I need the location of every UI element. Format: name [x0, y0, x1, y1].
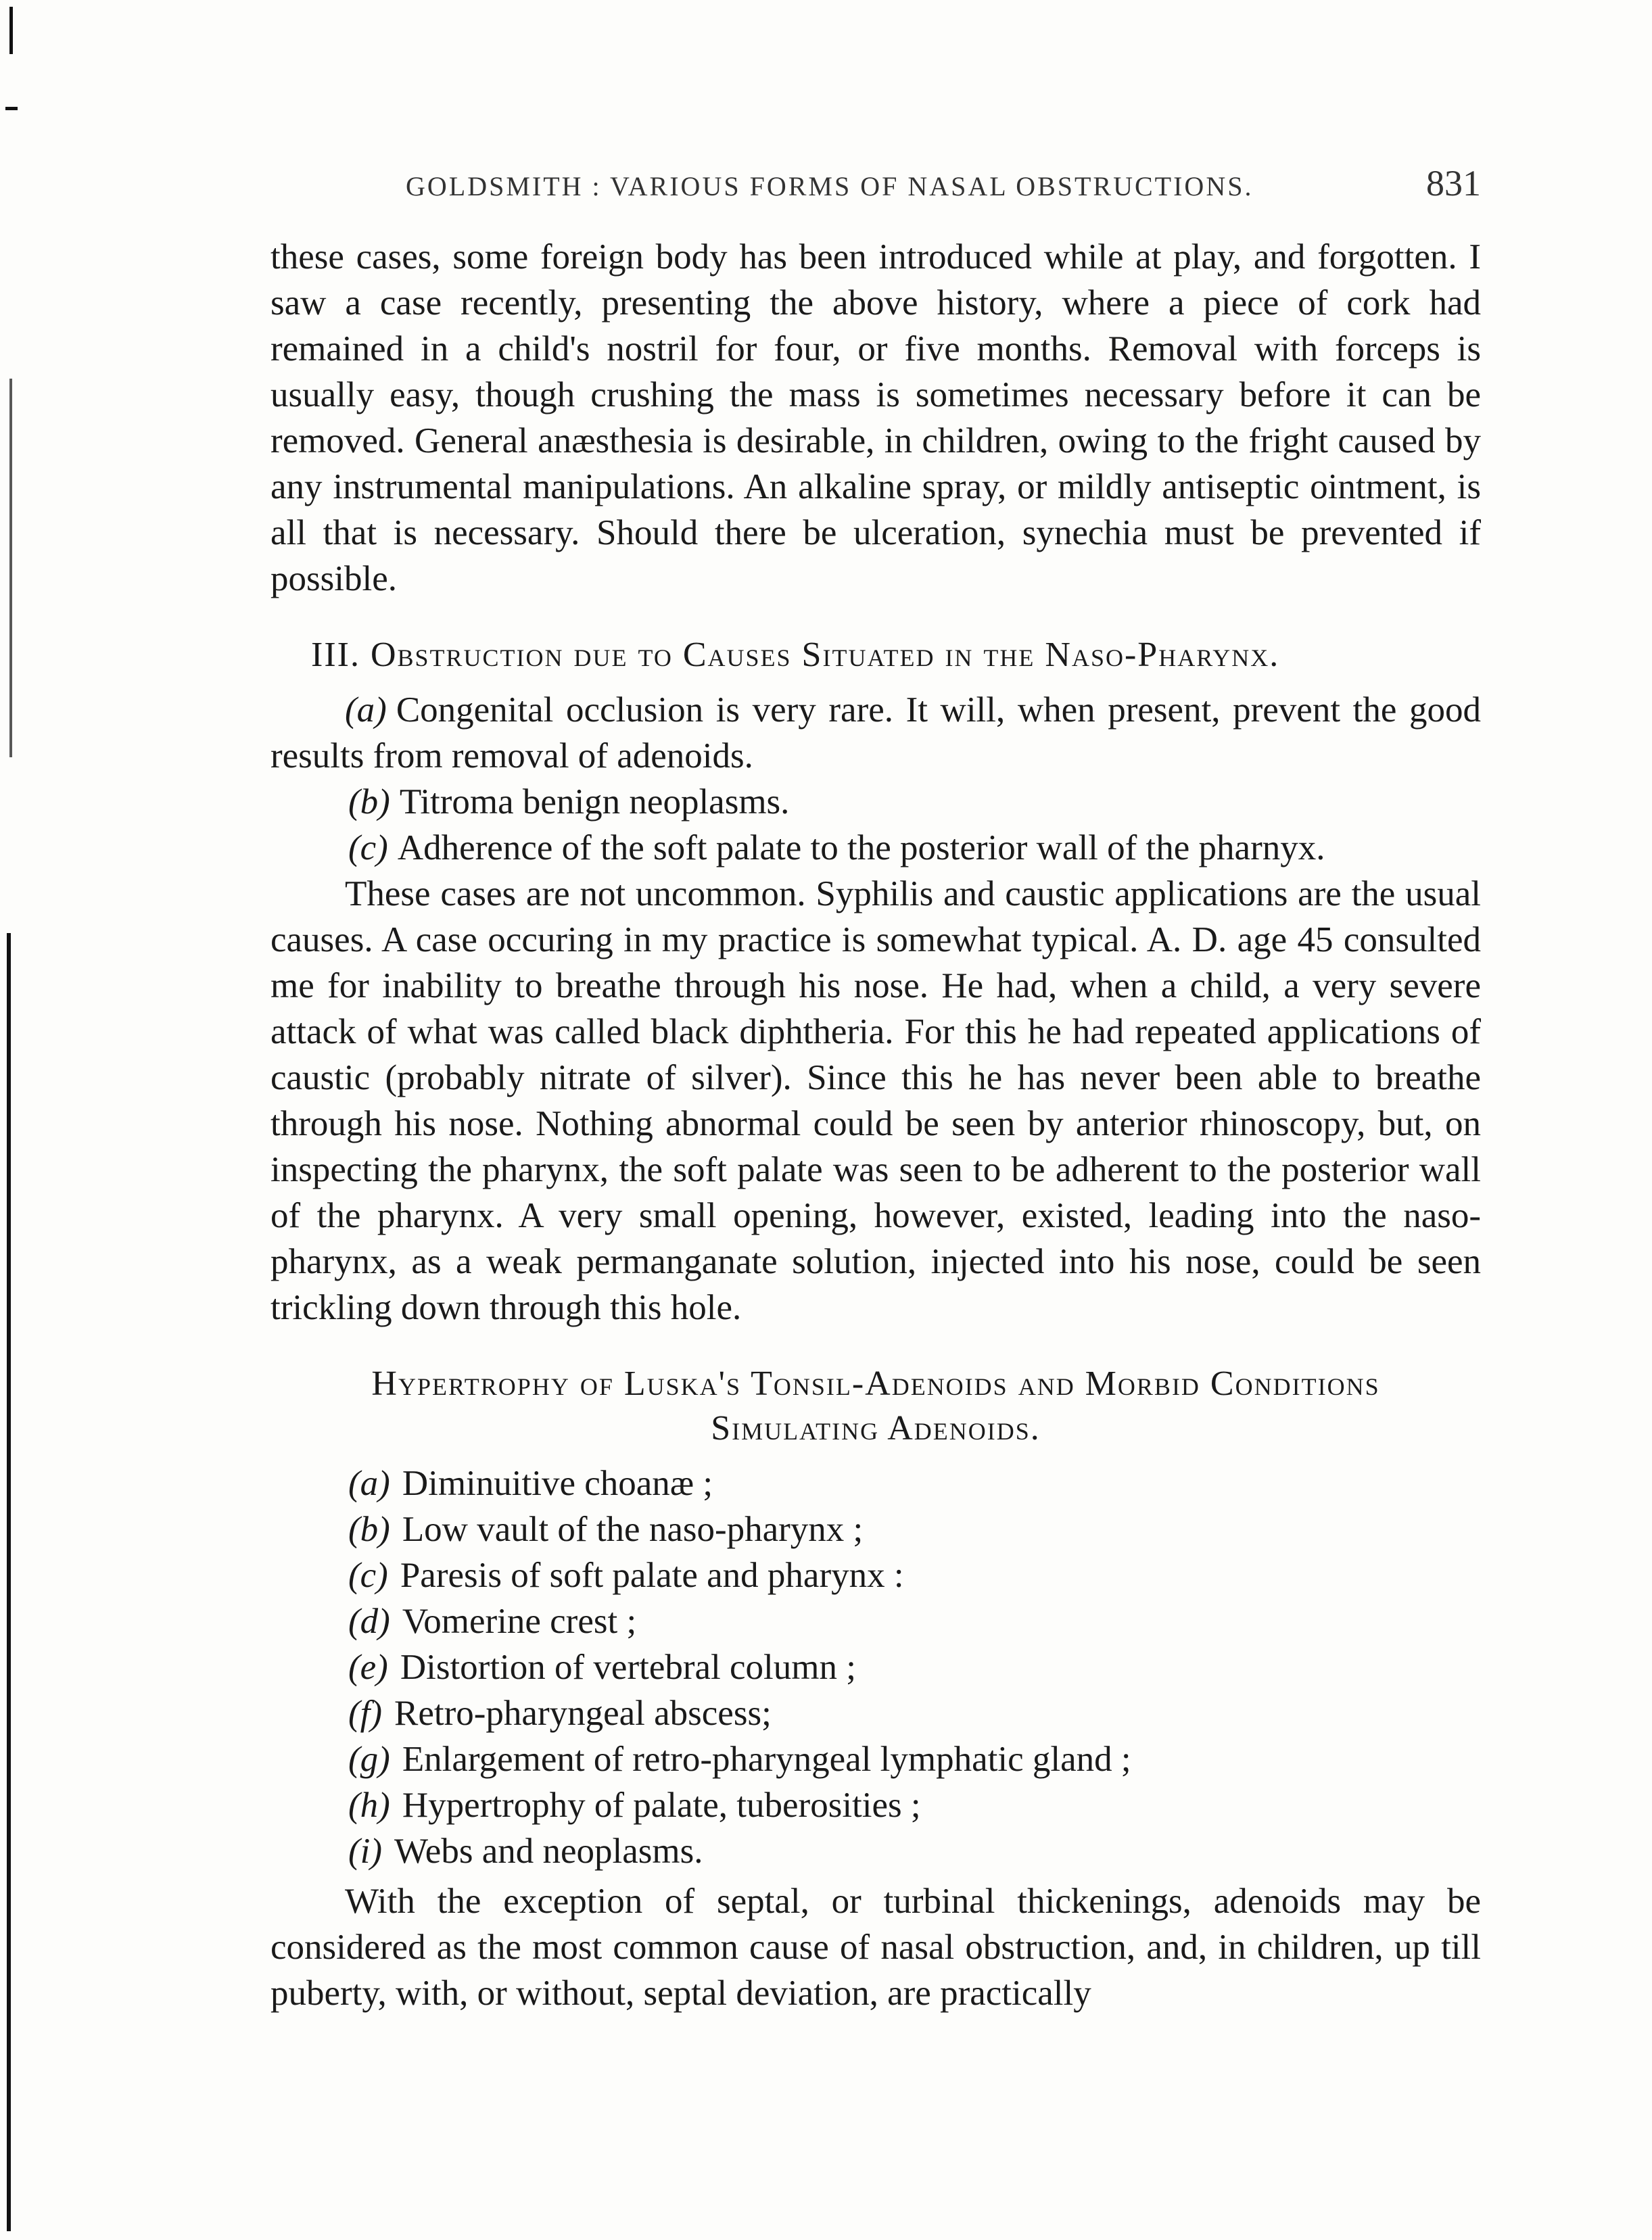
- list-item: [348, 1644, 1481, 1690]
- list-item-b: [348, 779, 1481, 825]
- list-marker: (b): [348, 782, 390, 821]
- list-marker: (d): [348, 1602, 390, 1641]
- list-text: Paresis of soft palate and pharynx :: [400, 1556, 904, 1595]
- running-title: GOLDSMITH : VARIOUS FORMS OF NASAL OBSTRUCTIONS.: [406, 171, 1254, 201]
- list-item: [348, 1598, 1481, 1644]
- list-text: Distortion of vertebral column ;: [400, 1648, 856, 1687]
- paragraph-adenoids-cause: With the exception of septal, or turbinal thickenings, adenoids may be considered as the most common cause of nasal obstruction, and, in children, up till puberty, with, or without, septal deviation, are practically: [270, 1882, 1481, 2013]
- list-marker: (e): [348, 1648, 388, 1687]
- list-marker: (a): [345, 690, 387, 730]
- list-text: Vomerine crest ;: [402, 1602, 637, 1641]
- section-heading-line: Hypertrophy of Luska's Tonsil-Adenoids and Morbid Conditions: [371, 1364, 1380, 1403]
- conditions-list: [348, 1460, 1481, 1874]
- list-text: Diminuitive choanæ ;: [402, 1464, 713, 1503]
- scan-edge-mark: [9, 379, 12, 757]
- list-marker: (i): [348, 1832, 383, 1871]
- list-marker: (h): [348, 1786, 390, 1825]
- list-item: [348, 1690, 1481, 1736]
- scan-edge-mark: [5, 107, 18, 110]
- scan-edge-mark: [7, 933, 11, 2231]
- running-head: [406, 162, 1481, 204]
- list-text: Retro-pharyngeal abscess;: [394, 1694, 772, 1733]
- list-text: Hypertrophy of palate, tuberosities ;: [402, 1786, 921, 1825]
- scan-edge-mark: [9, 7, 13, 54]
- list-text: Congenital occlusion is very rare. It will, when present, prevent the good results from removal of adenoids.: [270, 690, 1481, 776]
- list-marker: (c): [348, 1556, 388, 1595]
- list-item-a: [270, 687, 1481, 779]
- list-marker: (b): [348, 1510, 390, 1549]
- list-item: [348, 1552, 1481, 1598]
- list-marker: (c): [348, 828, 388, 867]
- list-text: Enlargement of retro-pharyngeal lymphatic gland ;: [402, 1740, 1131, 1779]
- list-item: [348, 1460, 1481, 1506]
- list-item: [348, 1506, 1481, 1552]
- section-heading-line: Simulating Adenoids.: [711, 1409, 1041, 1448]
- list-marker: (f): [348, 1694, 383, 1733]
- document-page: [270, 162, 1481, 2016]
- list-text: Webs and neoplasms.: [394, 1832, 703, 1871]
- paragraph-case-report: These cases are not uncommon. Syphilis and caustic applications are the usual causes. A case occuring in my practice is somewhat typical. A. D. age 45 consulted me for inability to breathe through his nose. He had, when a child, a very severe attack of what was called black diphtheria. For this he had repeated applications of caustic (probably nitrate of silver). Since this he has never been able to breathe through his nose. Nothing abnormal could be seen by anterior rhinoscopy, but, on inspecting the pharynx, the soft palate was seen to be adherent to the posterior wall of the pharynx. A very small opening, however, existed, leading into the naso-pharynx, as a weak permanganate solution, injected into his nose, could be seen trickling down through this hole.: [270, 874, 1481, 1327]
- list-item: [348, 1736, 1481, 1782]
- paragraph-foreign-body: these cases, some foreign body has been introduced while at play, and forgotten. I saw a case recently, presenting the above history, where a piece of cork had remained in a child's nostril for four, or five months. Removal with forceps is usually easy, though crushing the mass is sometimes necessary before it can be removed. General anæsthesia is desirable, in children, owing to the fright caused by any instrumental manipulations. An alkaline spray, or mildly antiseptic ointment, is all that is necessary. Should there be ulceration, synechia must be prevented if possible.: [270, 237, 1481, 598]
- page-number: 831: [1426, 163, 1481, 204]
- section-heading-naso-pharynx: III. Obstruction due to Causes Situated in the Naso-Pharynx.: [311, 636, 1280, 674]
- list-marker: (a): [348, 1464, 390, 1503]
- list-text: Titroma benign neoplasms.: [399, 782, 790, 821]
- list-item-c: [348, 825, 1481, 871]
- section-heading-adenoids: [270, 1362, 1481, 1451]
- list-marker: (g): [348, 1740, 390, 1779]
- list-item: [348, 1828, 1481, 1874]
- list-item: [348, 1782, 1481, 1828]
- list-text: Low vault of the naso-pharynx ;: [402, 1510, 864, 1549]
- list-text: Adherence of the soft palate to the posterior wall of the pharnyx.: [397, 828, 1325, 867]
